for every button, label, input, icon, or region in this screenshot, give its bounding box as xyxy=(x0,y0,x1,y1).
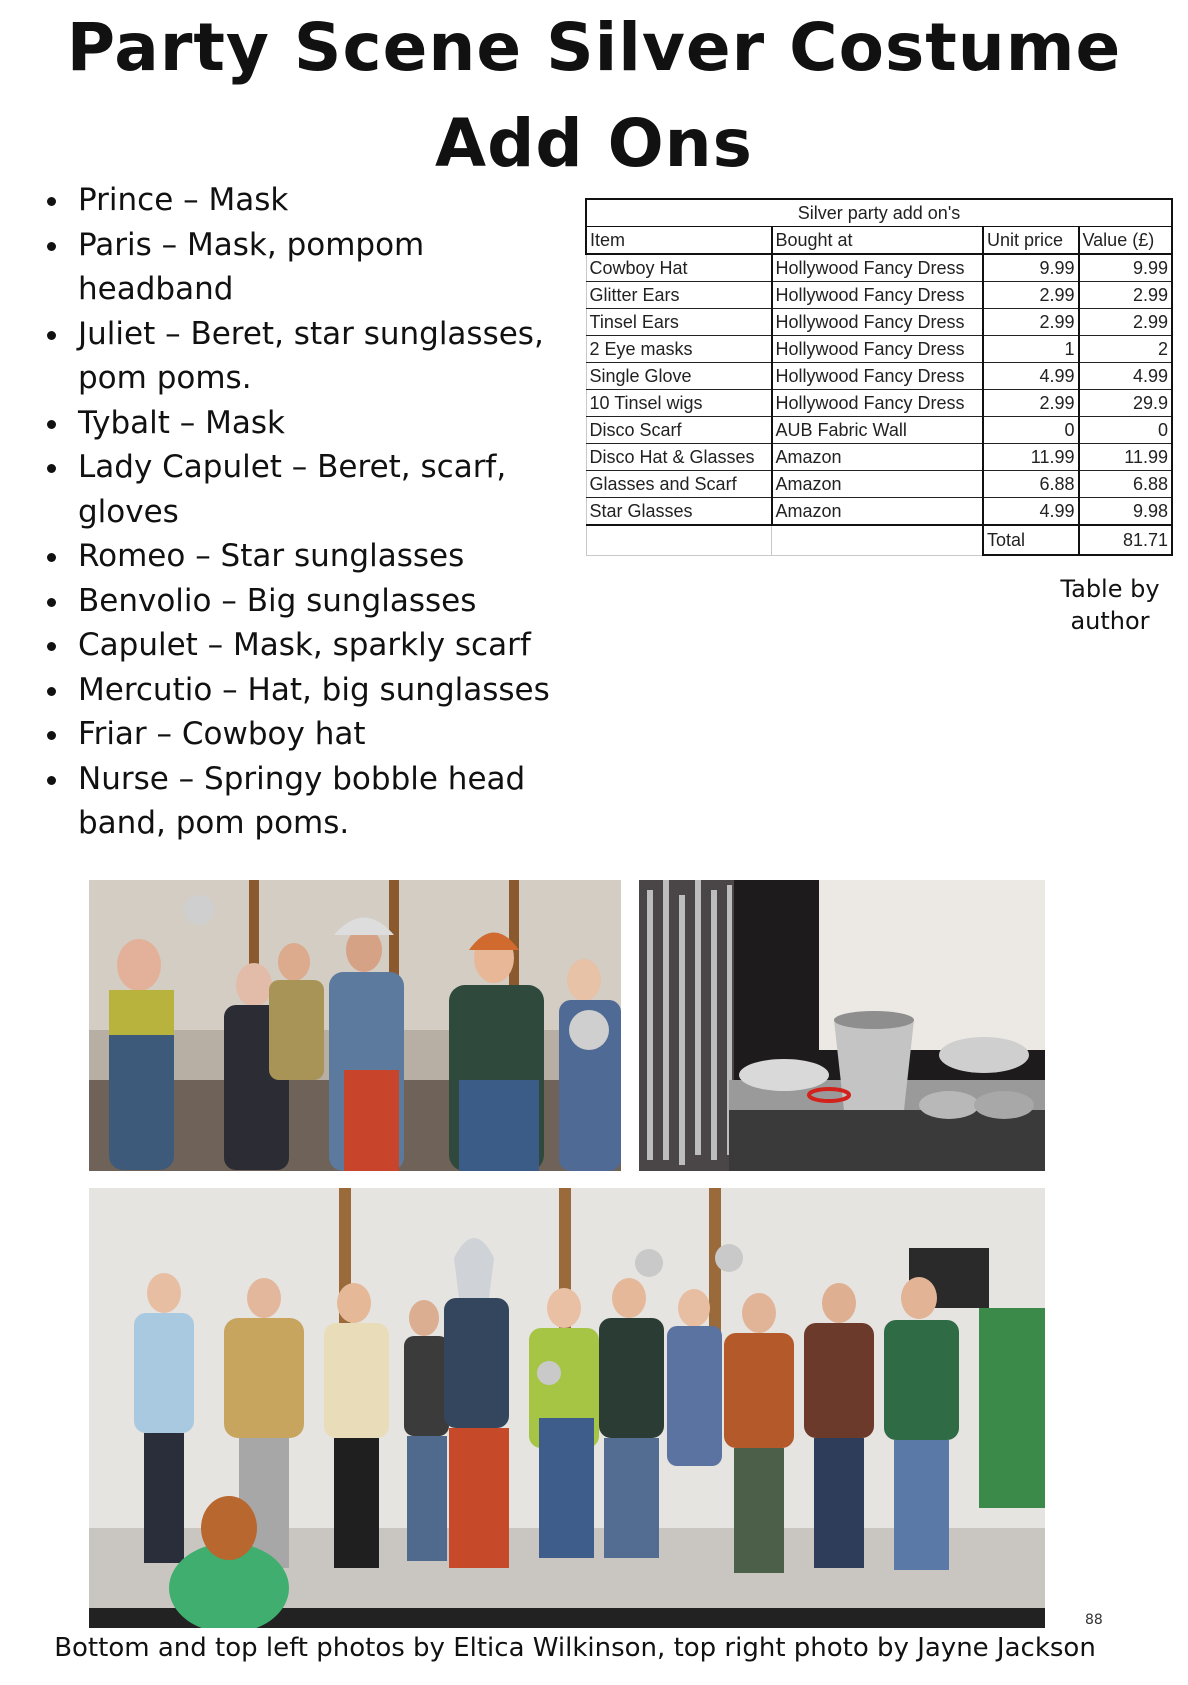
table-cell: 6.88 xyxy=(983,471,1079,498)
table-cell: Hollywood Fancy Dress xyxy=(772,336,983,363)
list-item: Benvolio – Big sunglasses xyxy=(38,579,578,624)
table-cell: Hollywood Fancy Dress xyxy=(772,254,983,282)
table-cell: Hollywood Fancy Dress xyxy=(772,282,983,309)
table-row xyxy=(586,417,1172,444)
props-table-photo xyxy=(639,880,1045,1171)
table-cell: 0 xyxy=(1079,417,1173,444)
table-cell-empty xyxy=(772,525,983,555)
list-item: Nurse – Springy bobble head band, pom poms. xyxy=(38,757,578,846)
list-item: Romeo – Star sunglasses xyxy=(38,534,578,579)
table-cell: 11.99 xyxy=(983,444,1079,471)
table-cell: AUB Fabric Wall xyxy=(772,417,983,444)
table-row xyxy=(586,336,1172,363)
table-cell: Hollywood Fancy Dress xyxy=(772,363,983,390)
column-header: Unit price xyxy=(983,227,1079,255)
table-row xyxy=(586,444,1172,471)
table-cell: Disco Scarf xyxy=(586,417,772,444)
table-row xyxy=(586,471,1172,498)
table-cell: Hollywood Fancy Dress xyxy=(772,390,983,417)
column-header: Value (£) xyxy=(1079,227,1173,255)
page-number: 88 xyxy=(1085,1612,1103,1628)
table-cell: 10 Tinsel wigs xyxy=(586,390,772,417)
table-cell: Tinsel Ears xyxy=(586,309,772,336)
list-item: Capulet – Mask, sparkly scarf xyxy=(38,623,578,668)
list-item: Juliet – Beret, star sunglasses, pom poms. xyxy=(38,312,578,401)
character-costume-list xyxy=(38,178,578,846)
list-item: Mercutio – Hat, big sunglasses xyxy=(38,668,578,713)
column-header: Bought at xyxy=(772,227,983,255)
list-item: Friar – Cowboy hat xyxy=(38,712,578,757)
table-cell: Disco Hat & Glasses xyxy=(586,444,772,471)
table-cell: 6.88 xyxy=(1079,471,1173,498)
table-cell: Glasses and Scarf xyxy=(586,471,772,498)
page-title xyxy=(0,0,1188,192)
table-cell: 11.99 xyxy=(1079,444,1173,471)
list-item: Paris – Mask, pompom headband xyxy=(38,223,578,312)
table-cell: 9.98 xyxy=(1079,498,1173,526)
table-cell: 29.9 xyxy=(1079,390,1173,417)
table-cell: 2.99 xyxy=(1079,282,1173,309)
table-cell: 2.99 xyxy=(1079,309,1173,336)
total-label: Total xyxy=(983,525,1079,555)
table-cell: Amazon xyxy=(772,471,983,498)
table-cell: 4.99 xyxy=(1079,363,1173,390)
table-cell: 2 Eye masks xyxy=(586,336,772,363)
list-item: Tybalt – Mask xyxy=(38,401,578,446)
table-cell: 2 xyxy=(1079,336,1173,363)
column-header: Item xyxy=(586,227,772,255)
table-cell: 2.99 xyxy=(983,390,1079,417)
table-row xyxy=(586,254,1172,282)
table-caption-row xyxy=(586,199,1172,227)
table-credit-line: Table by xyxy=(1060,575,1160,603)
cost-table xyxy=(585,198,1173,556)
table-credit xyxy=(1040,573,1180,637)
table-cell: Amazon xyxy=(772,444,983,471)
page-title-line-1: Party Scene Silver Costume xyxy=(66,9,1122,86)
table-header-row xyxy=(586,227,1172,255)
table-cell: Single Glove xyxy=(586,363,772,390)
table-row xyxy=(586,363,1172,390)
table-cell: Glitter Ears xyxy=(586,282,772,309)
table-total-row xyxy=(586,525,1172,555)
full-cast-photo xyxy=(89,1188,1045,1628)
table-cell: 9.99 xyxy=(1079,254,1173,282)
total-value: 81.71 xyxy=(1079,525,1173,555)
table-caption: Silver party add on's xyxy=(586,199,1172,227)
table-cell: 4.99 xyxy=(983,363,1079,390)
list-item: Lady Capulet – Beret, scarf, gloves xyxy=(38,445,578,534)
table-row xyxy=(586,498,1172,526)
table-cell: Cowboy Hat xyxy=(586,254,772,282)
table-credit-line: author xyxy=(1070,607,1150,635)
table-cell: 0 xyxy=(983,417,1079,444)
table-cell: 1 xyxy=(983,336,1079,363)
table-cell-empty xyxy=(586,525,772,555)
table-row xyxy=(586,282,1172,309)
table-cell: Hollywood Fancy Dress xyxy=(772,309,983,336)
photo-credit-caption: Bottom and top left photos by Eltica Wilkinson, top right photo by Jayne Jackson xyxy=(54,1633,1096,1663)
table-cell: Amazon xyxy=(772,498,983,526)
table-cell: 2.99 xyxy=(983,282,1079,309)
table-cell: Star Glasses xyxy=(586,498,772,526)
table-cell: 4.99 xyxy=(983,498,1079,526)
table-row xyxy=(586,309,1172,336)
table-row xyxy=(586,390,1172,417)
table-cell: 9.99 xyxy=(983,254,1079,282)
page-title-line-2: Add Ons xyxy=(435,105,753,182)
list-item: Prince – Mask xyxy=(38,178,578,223)
cast-group-photo xyxy=(89,880,621,1171)
table-cell: 2.99 xyxy=(983,309,1079,336)
